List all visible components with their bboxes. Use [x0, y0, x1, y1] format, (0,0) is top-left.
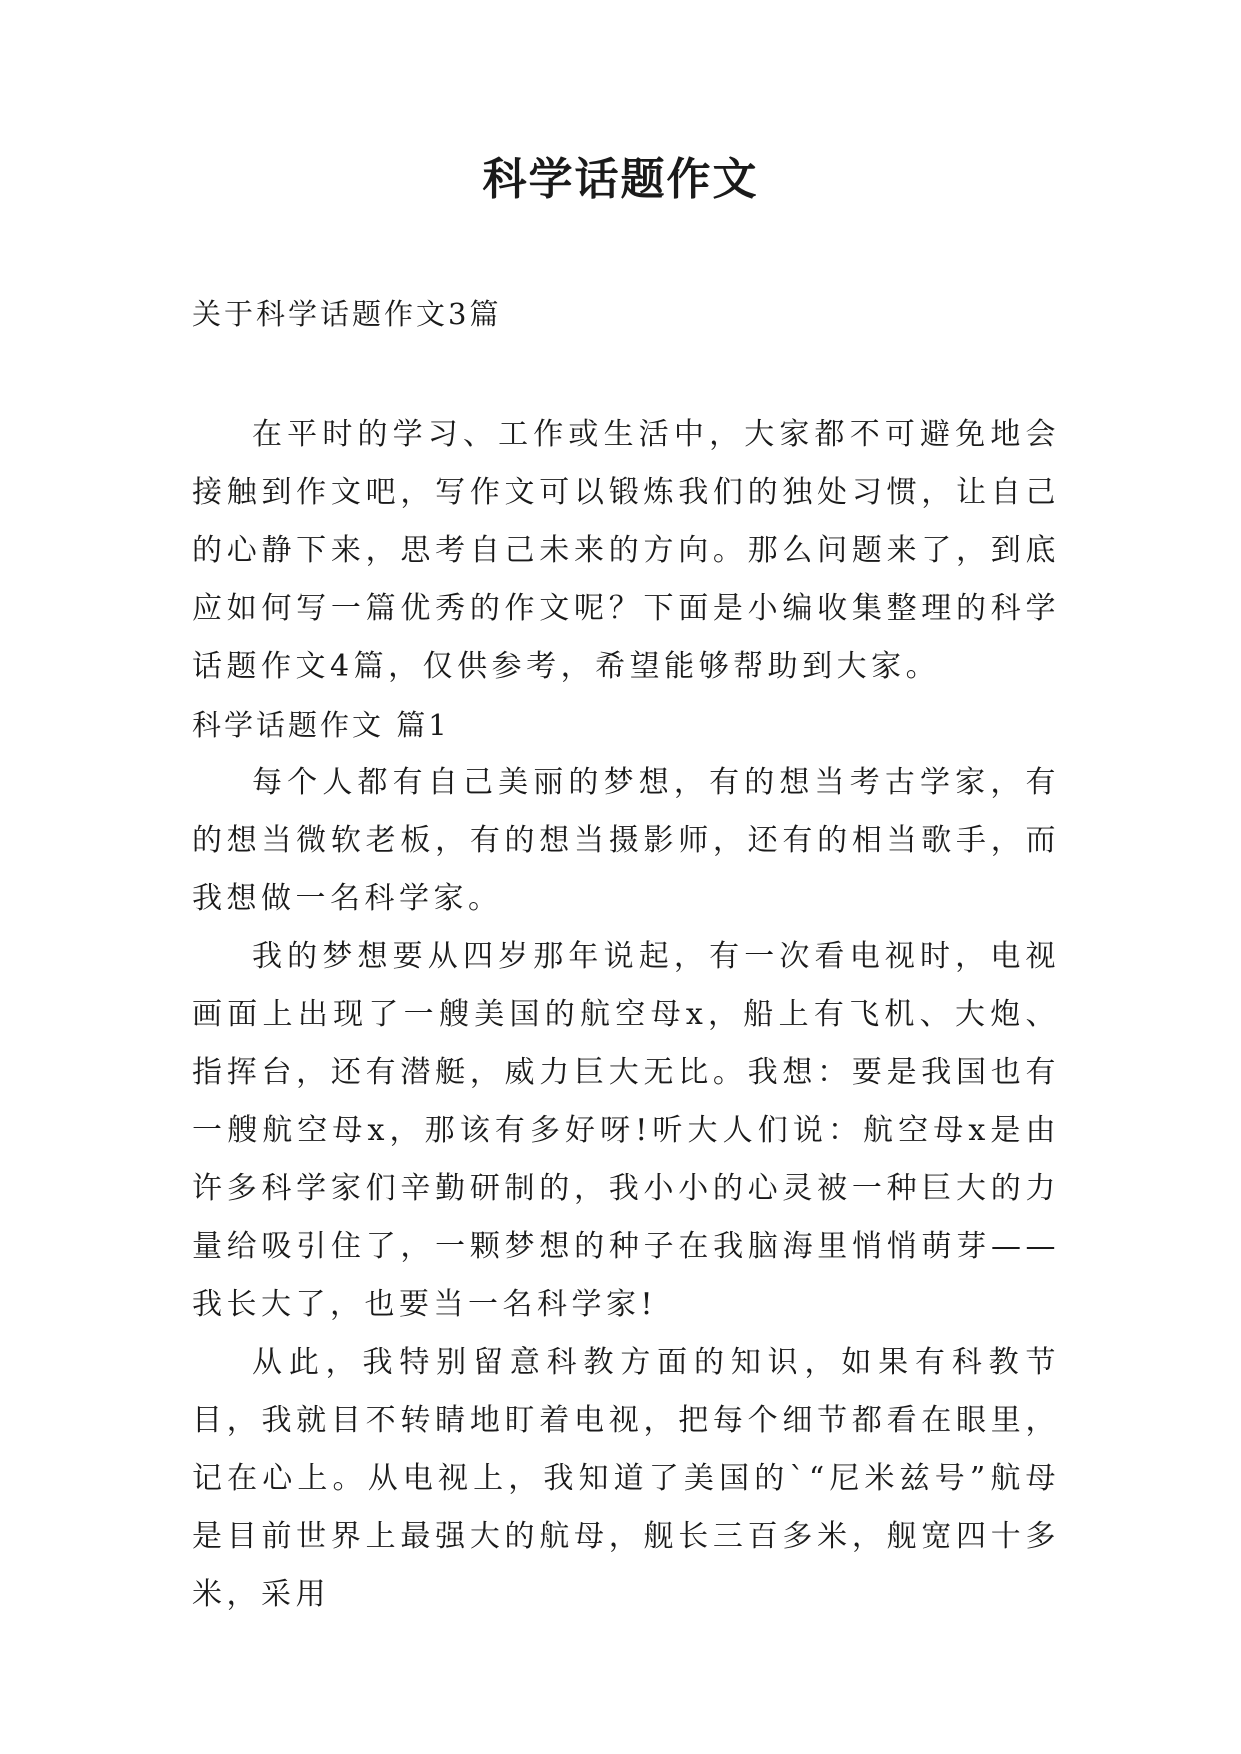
body-paragraph: 我的梦想要从四岁那年说起，有一次看电视时，电视画面上出现了一艘美国的航空母x，船上有飞机、大炮、指挥台，还有潜艇，威力巨大无比。我想：要是我国也有一艘航空母x，那该有多好呀!听大人们说：航空母x是由许多科学家们辛勤研制的，我小小的心灵被一种巨大的力量给吸引住了，一颗梦想的种子在我脑海里悄悄萌芽——我长大了，也要当一名科学家!	[192, 939, 1060, 1322]
body-paragraph: 每个人都有自己美丽的梦想，有的想当考古学家，有的想当微软老板，有的想当摄影师，还有的相当歌手，而我想做一名科学家。	[192, 765, 1060, 916]
document-body	[192, 406, 1060, 1624]
document-title: 科学话题作文	[482, 154, 759, 205]
intro-paragraph: 在平时的学习、工作或生活中，大家都不可避免地会接触到作文吧，写作文可以锻炼我们的独处习惯，让自己的心静下来，思考自己未来的方向。那么问题来了，到底应如何写一篇优秀的作文呢？下面是小编收集整理的科学话题作文4篇，仅供参考，希望能够帮助到大家。	[192, 417, 1060, 684]
body-paragraph: 从此，我特别留意科教方面的知识，如果有科教节目，我就目不转睛地盯着电视，把每个细节都看在眼里，记在心上。从电视上，我知道了美国的`“尼米兹号”航母是目前世界上最强大的航母，舰长三百多米，舰宽四十多米，采用	[192, 1345, 1060, 1612]
section-heading: 科学话题作文 篇1	[192, 708, 450, 742]
document-subtitle: 关于科学话题作文3篇	[192, 297, 502, 331]
